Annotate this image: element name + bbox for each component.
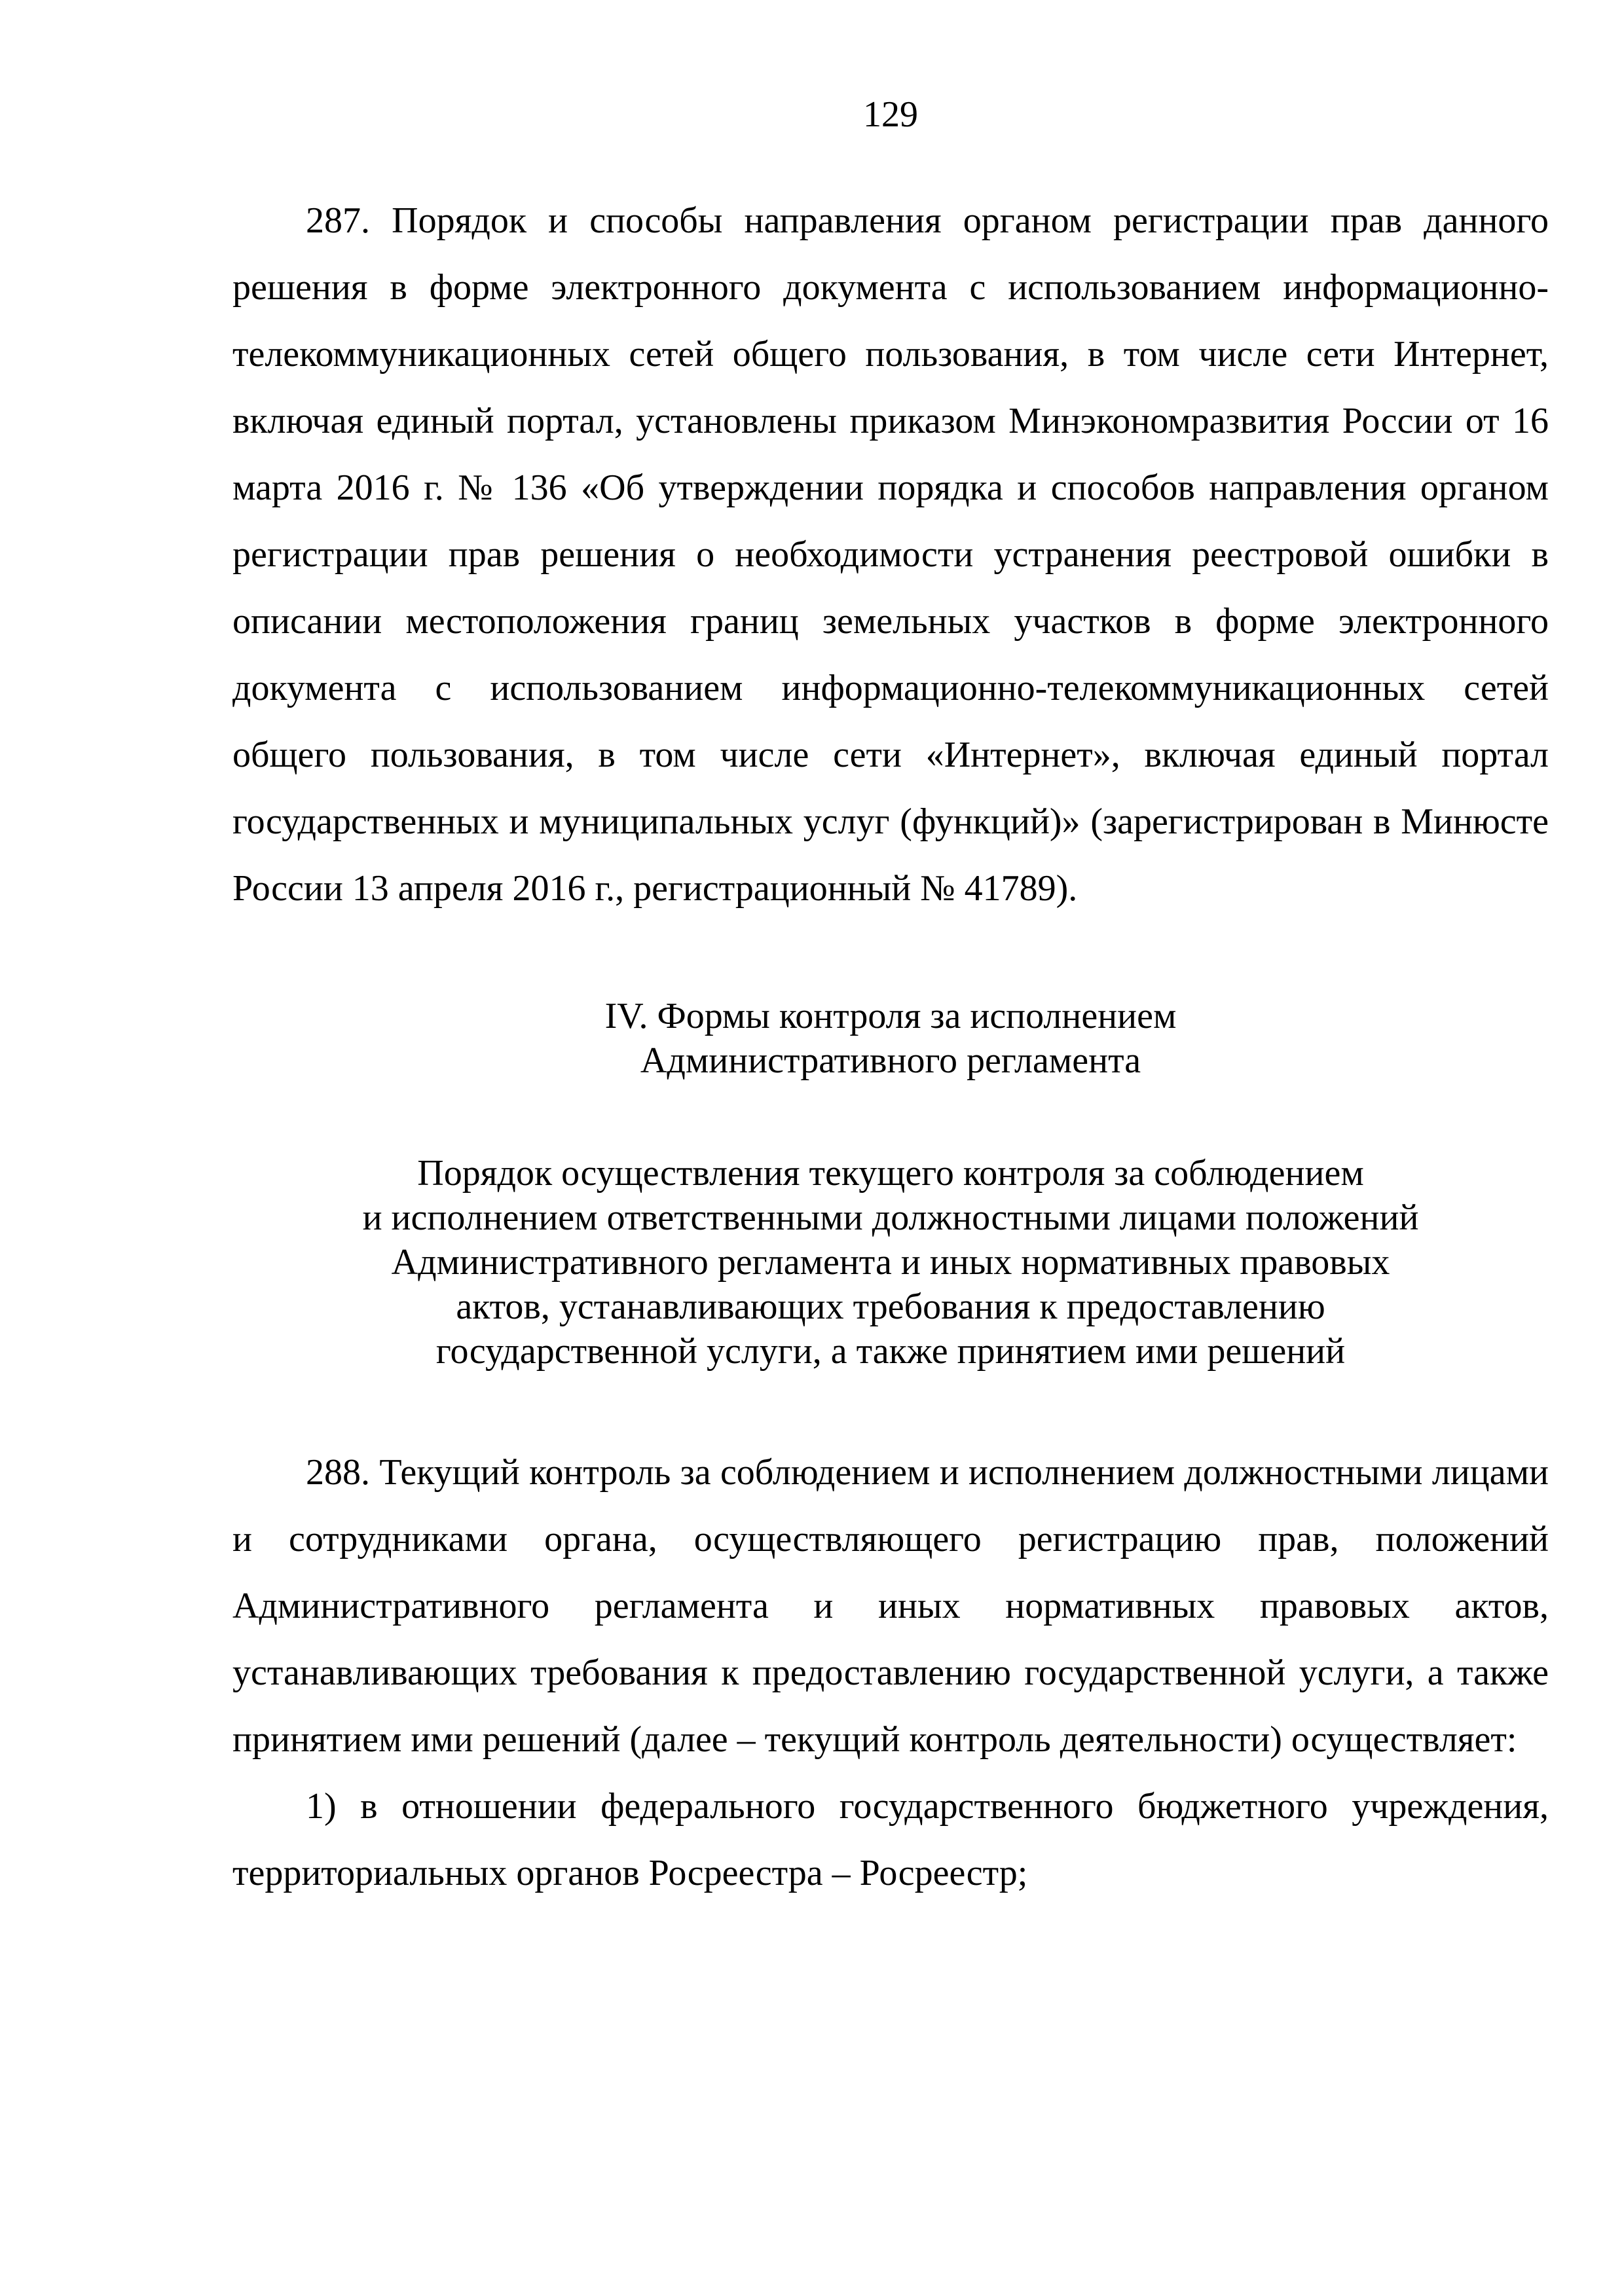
paragraph-288: 288. Текущий контроль за соблюдением и исполнением должностными лицами и сотрудниками органа, осуществляющего регистрацию прав, положений Административного регламента и иных нормативных правовых актов, устанавливающих требования к предоставлению государственной услуги, а также принятием ими решений (далее – текущий контроль деятельности) осуществляет: — [232, 1452, 1549, 1760]
section-heading — [232, 994, 1549, 1083]
subsection-heading-line: Порядок осуществления текущего контроля за соблюдением — [417, 1153, 1364, 1194]
section-heading-line: IV. Формы контроля за исполнением — [604, 996, 1177, 1036]
subsection-heading — [232, 1151, 1549, 1374]
paragraph-287: 287. Порядок и способы направления органом регистрации прав данного решения в форме электронного документа с использованием информационно-телекоммуникационных сетей общего пользования, в том числе сети Интернет, включая единый портал, установлены приказом Минэкономразвития России от 16 марта 2016 г. № 136 «Об утверждении порядка и способов направления органом регистрации прав решения о необходимости устранения реестровой ошибки в описании местоположения границ земельных участков в форме электронного документа с использованием информационно-телекоммуникационных сетей общего пользования, в том числе сети «Интернет», включая единый портал государственных и муниципальных услуг (функций)» (зарегистрирован в Минюсте России 13 апреля 2016 г., регистрационный № 41789). — [232, 200, 1549, 909]
subsection-heading-line: Административного регламента и иных нормативных правовых — [391, 1242, 1390, 1283]
section-heading-line: Административного регламента — [640, 1040, 1141, 1081]
paragraph-288-item-1: 1) в отношении федерального государственного бюджетного учреждения, территориальных органов Росреестра – Росреестр; — [232, 1786, 1549, 1893]
document-body — [232, 187, 1549, 1906]
page-number: 129 — [863, 94, 918, 135]
subsection-heading-line: актов, устанавливающих требования к предоставлению — [456, 1286, 1325, 1327]
subsection-heading-line: и исполнением ответственными должностными лицами положений — [362, 1197, 1419, 1238]
subsection-heading-line: государственной услуги, а также принятием ими решений — [435, 1331, 1346, 1372]
